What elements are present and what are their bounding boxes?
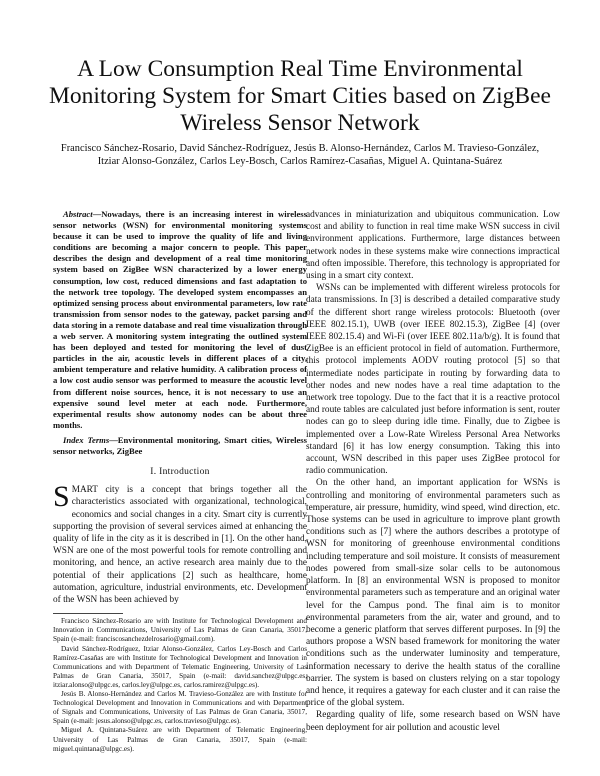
abstract-text: —Nowadays, there is an increasing interest in wireless sensor networks (WSN) for environmental monitoring systems because it can be used to improve the quality of life and living conditions are becoming a major concern to people. This paper describes the design and development of a real time monitoring system based on ZigBee WSN characterized by a lower energy consumption, low cost, reduced dimensions and fast adaptation to the network tree topology. The developed system encompasses an optimized sensing process about environmental parameters, low rate transmission from sensor nodes to the gateway, packet parsing and data storing in a remote database and real time visualization through a web server. A monitoring system integrating the outlined system has been deployed and tested for monitoring the level of dust particles in the air, acoustic levels in different places of a city, ambient temperature and relative humidity. A calibration process of a low cost audio sensor was performed to measure the acoustic level from different noise sources, hence, it is not necessary to use an expensive sound level meter at each node. Furthermore, experimental results show autonomy nodes can be about three months. <box>53 209 307 430</box>
right-column <box>306 209 560 734</box>
abstract <box>53 209 307 431</box>
footnote-4: Miguel A. Quintana-Suárez are with Department of Telematic Engineering, University of Las Palmas de Gran Canaria, 35017, Spain (e-mail: miguel.quintana@ulpgc.es). <box>53 726 307 753</box>
author-line-2: Itziar Alonso-González, Carlos Ley-Bosch, Carlos Ramírez-Casañas, Miguel A. Quintana-Suárez <box>97 156 503 167</box>
left-column <box>53 209 307 754</box>
body-paragraph-3: On the other hand, an important application for WSNs is controlling and monitoring of environmental parameters such as temperature, air pressure, humidity, wind speed, wind direction, etc. Those systems can be used in agriculture to improve plant growth conditions such as [7] where the authors describes a prototype of WSN for monitoring of greenhouse environmental conditions including temperature and soil moisture. It consists of measurement nodes powered from small-size solar cells to be autonomous platform. In [8] an environmental WSN is proposed to monitor environmental parameters such as temperature and an original water level for the Campus pond. The final aim is to monitor environmental parameters from the air, water and ground, and to become a generic platform that serves different purposes. In [9] the authors propose a WSN based framework for monitoring the water conditions such as the underwater luminosity and temperature, information necessary to derive the health status of the coralline barrier. The system is based on clusters relying on a star topology and hence, it requires a gateway for each cluster and it can raise the price of the global system. <box>306 478 561 709</box>
body-paragraph-4: Regarding quality of life, some research based on WSN have been deployment for air pollution and acoustic level <box>306 710 560 733</box>
intro-paragraph <box>53 480 307 606</box>
body-paragraph-2: WSNs can be implemented with different wireless protocols for data transmissions. In [3] is described a detailed comparative study of the different short range wireless protocols: Bluetooth (over IEEE 802.15.1), UWB (over IEEE 802.15.3), ZigBee [4] (over IEEE 802.15.4) and Wi-Fi (over IEEE 802.11a/b/g). It is found that ZigBee is an efficient protocol in field of automation. Furthermore, this protocol implements AODV routing protocol [5] so that intermediate nodes participate in routing by forwarding data to other nodes and new nodes have a real time adaptation to the network tree topology. Due to the fact that it is a reactive protocol and route tables are calculated just before information is sent, router nodes can go to sleep during idle time. Finally, due to Zigbee is implemented over a Low-Rate Wireless Personal Area Networks standard [6] it has low energy consumption. Taking this into account, WSN described in this paper uses ZigBee protocol for radio communication. <box>306 283 560 477</box>
footnote-3: Jesús B. Alonso-Hernández and Carlos M. Travieso-González are with Institute for Technological Development and Innovation in Communications and with Department of Signals and Communications, University of Las Palmas de Gran Canaria, 35017, Spain (e-mail: jesus.alonso@ulpgc.es, carlos.travieso@ulpgc.es). <box>53 690 307 726</box>
footnote-1: Francisco Sánchez-Rosario are with Institute for Technological Development and Innovation in Communications, University of Las Palmas de Gran Canaria, 35017, Spain (e-mail: franciscosanchezdelrosario@gmail.com). <box>53 617 307 644</box>
author-line-1: Francisco Sánchez-Rosario, David Sánchez-Rodríguez, Jesús B. Alonso-Hernández, Carlos M. Travieso-González, <box>60 143 540 154</box>
intro-lead-word: MART <box>71 485 98 496</box>
intro-text: city is a concept that brings together all the characteristics associated with organizational, technological, economics and social changes in a city. Smart city is currently supporting the provision of several services aimed at enhancing the quality of life in the city as it is described in [1]. On the other hand, WSN are one of the most powerful tools for remote controlling and monitoring, and hence, an active research area mainly due to the potential of their applications [2] such as healthcare, home automation, agriculture, industrial environments, etc. Development of the WSN has been achieved by <box>53 485 307 606</box>
section-heading-introduction: I. Introduction <box>150 467 210 478</box>
drop-cap: S <box>53 480 70 514</box>
paper-title: A Low Consumption Real Time Environmental Monitoring System for Smart Cities based on ZigBee Wireless Sensor Network <box>49 56 551 136</box>
footnote-2: David Sánchez-Rodríguez, Itziar Alonso-González, Carlos Ley-Bosch and Carlos Ramírez-Casañas are with Institute for Technological Development and Innovation in Communications and with Department of Telematic Engineering, University of Las Palmas de Gran Canaria, 35017, Spain (e-mail: david.sanchez@ulpgc.es, itziar.alonso@ulpgc.es, carlos.ley@ulpgc.es, carlos.ramirez@ulpgc.es). <box>53 644 307 689</box>
index-terms-label: Index Terms <box>63 434 110 445</box>
footnote-divider <box>53 613 123 614</box>
index-terms <box>53 435 307 457</box>
body-paragraph-1: advances in miniaturization and ubiquitous communication. Low cost and ability to function in real time make WSN success in civil environment applications. Furthermore, large distances between network nodes in these systems make wire connections impractical and often impossible. Therefore, this technology is appropriated for using in a smart city context. <box>306 210 560 282</box>
index-terms-text: —Environmental monitoring, Smart cities, Wireless sensor networks, ZigBee <box>53 434 307 456</box>
author-list <box>30 142 570 168</box>
abstract-label: Abstract <box>63 209 93 219</box>
footnotes <box>53 617 307 753</box>
